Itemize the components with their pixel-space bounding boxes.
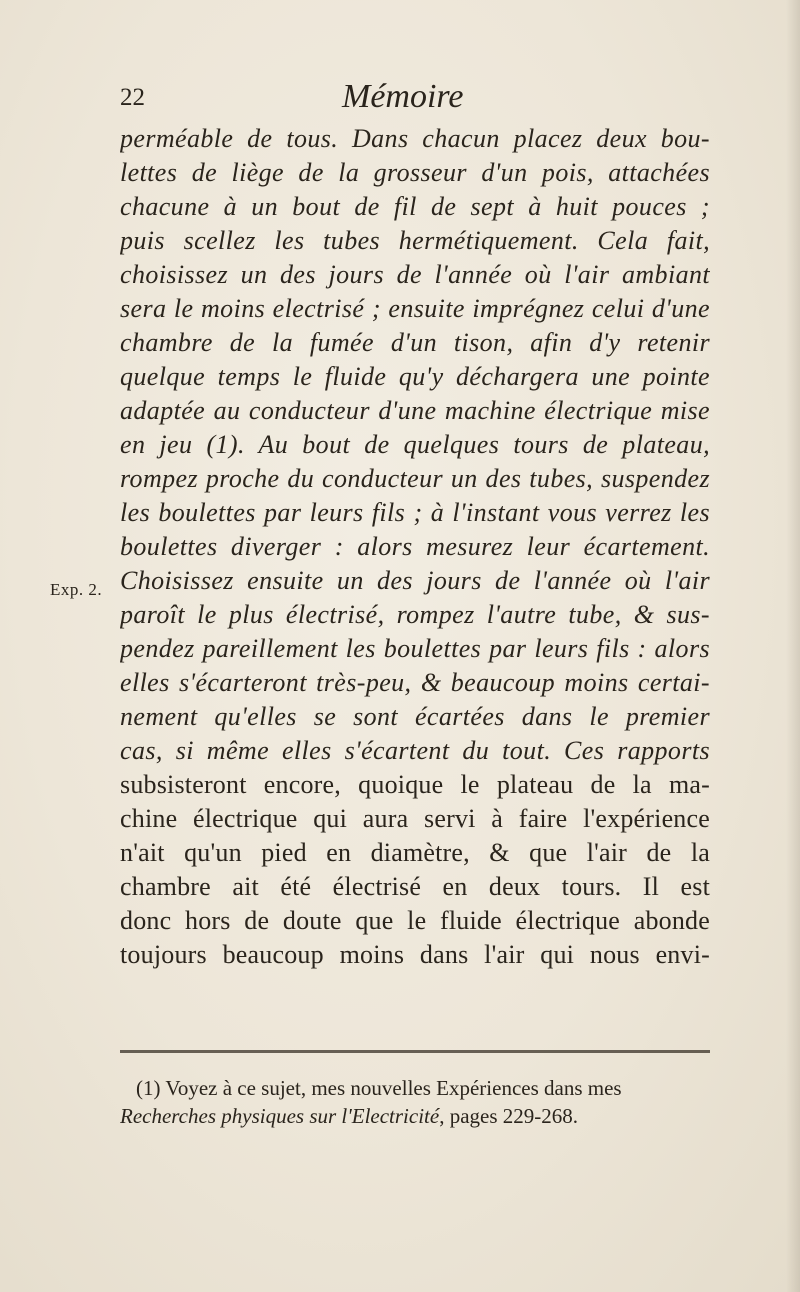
footnote <box>120 1074 710 1130</box>
text-line: lettes de liège de la grosseur d'un pois, attachées <box>120 158 710 187</box>
text-line: chambre de la fumée d'un tison, afin d'y retenir <box>120 328 710 357</box>
text-line: chine électrique qui aura servi à faire l'expérience <box>120 804 710 833</box>
running-title: Mémoire <box>342 78 464 115</box>
text-line: paroît le plus électrisé, rompez l'autre tube, & sus- <box>120 600 710 629</box>
text-line: donc hors de doute que le fluide électrique abonde <box>120 906 710 935</box>
text-line: les boulettes par leurs fils ; à l'instant vous verrez les <box>120 498 710 527</box>
text-line: Choisissez ensuite un des jours de l'année où l'air <box>120 566 710 595</box>
footnote-line <box>120 1102 710 1130</box>
footnote-book-title: Recherches physiques sur l'Electricité <box>120 1104 440 1128</box>
body-text <box>120 122 710 972</box>
text-line: cas, si même elles s'écartent du tout. Ces rapports <box>120 736 710 765</box>
text-line: n'ait qu'un pied en diamètre, & que l'air de la <box>120 838 710 867</box>
text-line: boulettes diverger : alors mesurez leur écartement. <box>120 532 710 561</box>
text-line: sera le moins electrisé ; ensuite imprégnez celui d'une <box>120 294 710 323</box>
footnote-pages: , pages 229-268. <box>439 1104 579 1128</box>
running-head <box>120 78 720 122</box>
text-line: subsisteront encore, quoique le plateau de la ma- <box>120 770 710 799</box>
footnote-rule <box>120 1050 710 1053</box>
footnote-line: (1) Voyez à ce sujet, mes nouvelles Expériences dans mes <box>136 1076 622 1100</box>
text-line: elles s'écarteront très-peu, & beaucoup moins certai- <box>120 668 710 697</box>
text-line: nement qu'elles se sont écartées dans le premier <box>120 702 710 731</box>
text-line: chacune à un bout de fil de sept à huit pouces ; <box>120 192 710 221</box>
text-line: chambre ait été électrisé en deux tours. Il est <box>120 872 710 901</box>
text-line: choisissez un des jours de l'année où l'air ambiant <box>120 260 710 289</box>
page-number: 22 <box>120 84 145 111</box>
margin-note-experiment: Exp. 2. <box>50 580 103 599</box>
text-line: en jeu (1). Au bout de quelques tours de plateau, <box>120 430 710 459</box>
text-line: adaptée au conducteur d'une machine électrique mise <box>120 396 710 425</box>
text-line: perméable de tous. Dans chacun placez deux bou- <box>120 124 710 153</box>
text-line: puis scellez les tubes hermétiquement. Cela fait, <box>120 226 710 255</box>
text-line: quelque temps le fluide qu'y déchargera une pointe <box>120 362 710 391</box>
text-line: toujours beaucoup moins dans l'air qui nous envi- <box>120 940 710 969</box>
text-line: rompez proche du conducteur un des tubes, suspendez <box>120 464 710 493</box>
page-edge-shadow <box>786 0 800 1292</box>
text-line: pendez pareillement les boulettes par leurs fils : alors <box>120 634 710 663</box>
